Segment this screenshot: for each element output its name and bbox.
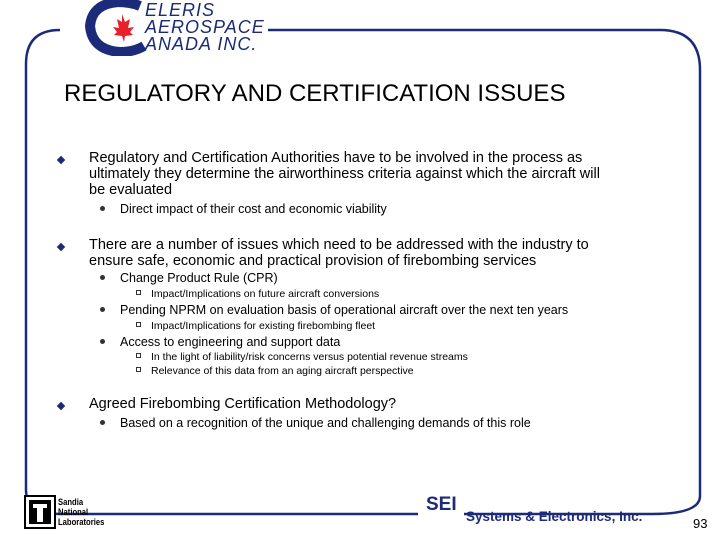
slide-title: REGULATORY AND CERTIFICATION ISSUES: [64, 80, 566, 107]
maple-leaf-icon: [113, 14, 134, 42]
square-bullet-icon: [136, 367, 141, 372]
bullet-2-line-1: There are a number of issues which need to be addressed with the industry to: [89, 237, 589, 253]
sandia-wordmark: [58, 497, 104, 527]
bullet-1-sub-1: Direct impact of their cost and economic viability: [120, 202, 387, 216]
square-bullet-icon: [136, 322, 141, 327]
bullet-1-line-1: Regulatory and Certification Authorities have to be involved in the process as: [89, 150, 583, 166]
page-number: 93: [693, 516, 708, 531]
bullet-2-sub-3-detail-1: In the light of liability/risk concerns versus potential revenue streams: [151, 351, 468, 363]
bullet-2-line-2: ensure safe, economic and practical provision of firebombing services: [89, 253, 537, 269]
sandia-line-3: Laboratories: [58, 517, 105, 527]
company-logo: [80, 0, 150, 56]
sei-logo: SEI: [426, 494, 457, 515]
bullet-2-sub-3-detail-2: Relevance of this data from an aging aircraft perspective: [151, 365, 414, 377]
logo-line-1: ELERIS: [145, 0, 216, 20]
dot-bullet-icon: [100, 339, 105, 344]
dot-bullet-icon: [100, 420, 105, 425]
bullet-2-sub-2: Pending NPRM on evaluation basis of operational aircraft over the next ten years: [120, 303, 569, 317]
square-bullet-icon: [136, 353, 141, 358]
company-name: Systems & Electronics, Inc.: [466, 509, 643, 524]
bullet-2-sub-1-detail: Impact/Implications on future aircraft conversions: [151, 288, 380, 300]
bullet-3-sub-1: Based on a recognition of the unique and challenging demands of this role: [120, 416, 531, 430]
sandia-line-2: National: [58, 507, 89, 517]
sandia-logo-icon: [24, 495, 56, 529]
bullet-1-line-2: ultimately they determine the airworthiness criteria against which the aircraft will: [89, 166, 600, 182]
logo-line-3: ANADA INC.: [145, 34, 258, 54]
logo-wordmark: [145, 2, 265, 53]
bullet-2-sub-3: Access to engineering and support data: [120, 335, 341, 349]
bullet-3-line-1: Agreed Firebombing Certification Methodology?: [89, 396, 397, 412]
bullet-2-sub-2-detail: Impact/Implications for existing firebombing fleet: [151, 320, 376, 332]
bullet-1-line-3: be evaluated: [89, 182, 173, 198]
dot-bullet-icon: [100, 307, 105, 312]
dot-bullet-icon: [100, 206, 105, 211]
dot-bullet-icon: [100, 275, 105, 280]
logo-line-2: AEROSPACE: [145, 17, 265, 37]
sandia-line-1: Sandia: [58, 497, 84, 507]
square-bullet-icon: [136, 290, 141, 295]
bullet-2-sub-1: Change Product Rule (CPR): [120, 271, 278, 285]
